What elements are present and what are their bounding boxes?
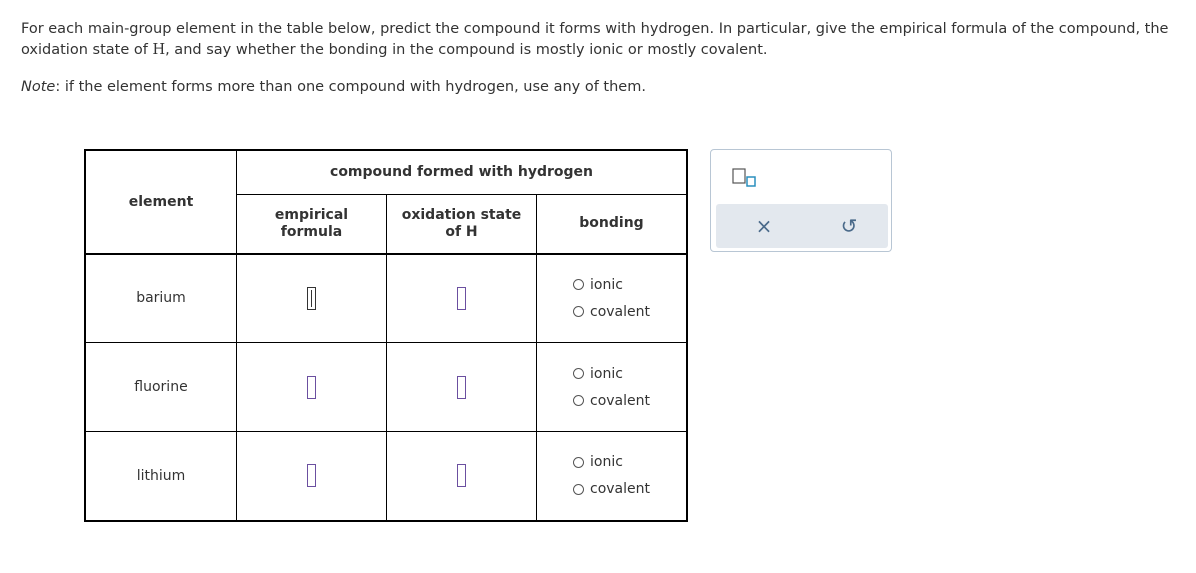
undo-icon[interactable]: ↺ <box>840 214 858 238</box>
formula-cell <box>237 432 387 521</box>
oxidation-cell <box>387 343 537 432</box>
element-name: lithium <box>85 432 237 521</box>
covalent-label: covalent <box>590 481 650 498</box>
table-row <box>85 432 687 521</box>
ionic-option[interactable] <box>573 449 686 476</box>
radio-button[interactable] <box>573 279 584 290</box>
covalent-label: covalent <box>590 392 650 409</box>
covalent-option[interactable] <box>573 476 686 503</box>
tool-bar <box>716 204 888 248</box>
oxidation-header-line-1: oxidation state <box>401 206 522 223</box>
table-row <box>85 343 687 432</box>
formula-header-line-1: empirical <box>274 206 349 223</box>
subscript-box-icon[interactable] <box>732 168 758 188</box>
covalent-option[interactable] <box>573 387 686 414</box>
formula-input[interactable] <box>307 287 316 310</box>
note-text: : if the element forms more than one compound with hydrogen, use any of them. <box>55 79 646 95</box>
prompt-text-part-2: , and say whether the bonding in the compound is mostly ionic or mostly covalent. <box>165 42 768 58</box>
ionic-option[interactable] <box>573 271 686 298</box>
compound-group-header: compound formed with hydrogen <box>237 150 688 194</box>
radio-button[interactable] <box>573 306 584 317</box>
ionic-option[interactable] <box>573 360 686 387</box>
formula-cell <box>237 343 387 432</box>
formula-header-line-2: formula <box>280 223 343 240</box>
hydrogen-symbol: H <box>152 42 166 58</box>
element-name: fluorine <box>85 343 237 432</box>
formula-input[interactable] <box>307 464 316 487</box>
formula-cell <box>237 254 387 343</box>
bonding-column-header: bonding <box>537 194 688 254</box>
question-prompt <box>21 19 1181 61</box>
oxidation-input[interactable] <box>457 287 466 310</box>
radio-button[interactable] <box>573 457 584 468</box>
answer-table <box>84 149 688 522</box>
answer-tools-panel <box>710 149 892 252</box>
oxidation-header-line-2: of H <box>445 223 478 240</box>
oxidation-input[interactable] <box>457 376 466 399</box>
note-label: Note <box>21 79 56 95</box>
covalent-label: covalent <box>590 303 650 320</box>
formula-column-header <box>237 194 387 254</box>
bonding-cell <box>537 343 688 432</box>
note <box>21 77 646 98</box>
bonding-cell <box>537 432 688 521</box>
radio-button[interactable] <box>573 395 584 406</box>
close-icon[interactable]: × <box>755 214 773 238</box>
ionic-label: ionic <box>590 454 623 471</box>
radio-button[interactable] <box>573 484 584 495</box>
radio-button[interactable] <box>573 368 584 379</box>
covalent-option[interactable] <box>573 298 686 325</box>
oxidation-column-header <box>387 194 537 254</box>
ionic-label: ionic <box>590 365 623 382</box>
oxidation-cell <box>387 254 537 343</box>
table-row <box>85 254 687 343</box>
bonding-cell <box>537 254 688 343</box>
prompt-text-part-1: For each main-group element in the table below, predict the compound it forms with hydrogen. In particular, give the empirical formula of the compound, the oxidation state of <box>21 21 1169 58</box>
oxidation-cell <box>387 432 537 521</box>
element-column-header: element <box>85 150 237 254</box>
oxidation-input[interactable] <box>457 464 466 487</box>
ionic-label: ionic <box>590 276 623 293</box>
formula-input[interactable] <box>307 376 316 399</box>
element-name: barium <box>85 254 237 343</box>
